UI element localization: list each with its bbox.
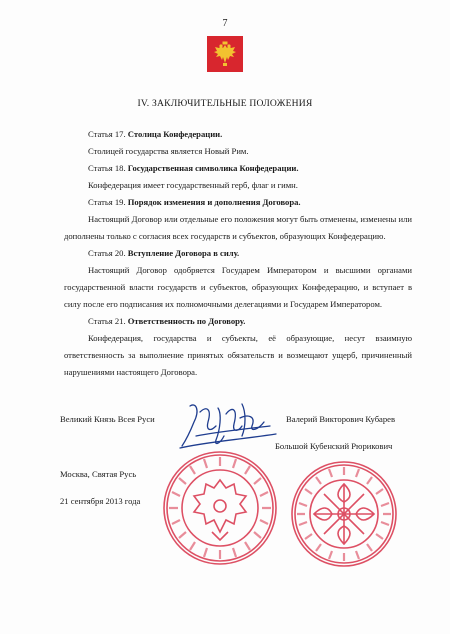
document-body (64, 126, 412, 381)
article-heading: Статья 20. Вступление Договора в силу. (88, 248, 240, 258)
right-signatory-name: Валерий Викторович Кубарев (286, 414, 396, 424)
article-text: Столицей государства является Новый Рим. (88, 146, 249, 156)
principality-seal-stamp-icon (288, 458, 400, 570)
double-headed-eagle-emblem-icon (207, 36, 243, 72)
article-text: Настоящий Договор или отдельные его положения могут быть отменены, изменены или дополнены только с согласия всех государств и субъектов, образующих Конфедерацию. (64, 214, 412, 241)
left-signatory-title: Великий Князь Всея Руси (60, 414, 155, 424)
article-text: Конфедерация, государства и субъекты, её образующие, несут взаимную ответственность за выполнение принятых обязательств и возмещают ущерб, причиненный нарушениями настоящего Договора. (64, 333, 412, 377)
section-heading: IV. ЗАКЛЮЧИТЕЛЬНЫЕ ПОЛОЖЕНИЯ (137, 98, 313, 109)
article-heading: Статья 18. Государственная символика Конфедерации. (88, 163, 299, 173)
signing-place: Москва, Святая Русь (60, 469, 137, 479)
article-heading: Статья 17. Столица Конфедерации. (88, 129, 223, 139)
imperial-seal-stamp-icon (160, 448, 280, 568)
article-heading: Статья 21. Ответственность по Договору. (88, 316, 246, 326)
article-text: Настоящий Договор одобряется Государем Императором и высшими органами государственной власти государств и субъектов, образующих Конфедерацию, и вступает в силу после его подписания их полномочными делегациями и Государем Императором. (64, 265, 412, 309)
page-number: 7 (222, 18, 228, 29)
article-heading: Статья 19. Порядок изменения и дополнения Договора. (88, 197, 301, 207)
right-signatory-title: Большой Кубенский Рюрикович (275, 441, 393, 451)
article-text: Конфедерация имеет государственный герб, флаг и гимн. (88, 180, 298, 190)
signing-date: 21 сентября 2013 года (60, 496, 141, 506)
